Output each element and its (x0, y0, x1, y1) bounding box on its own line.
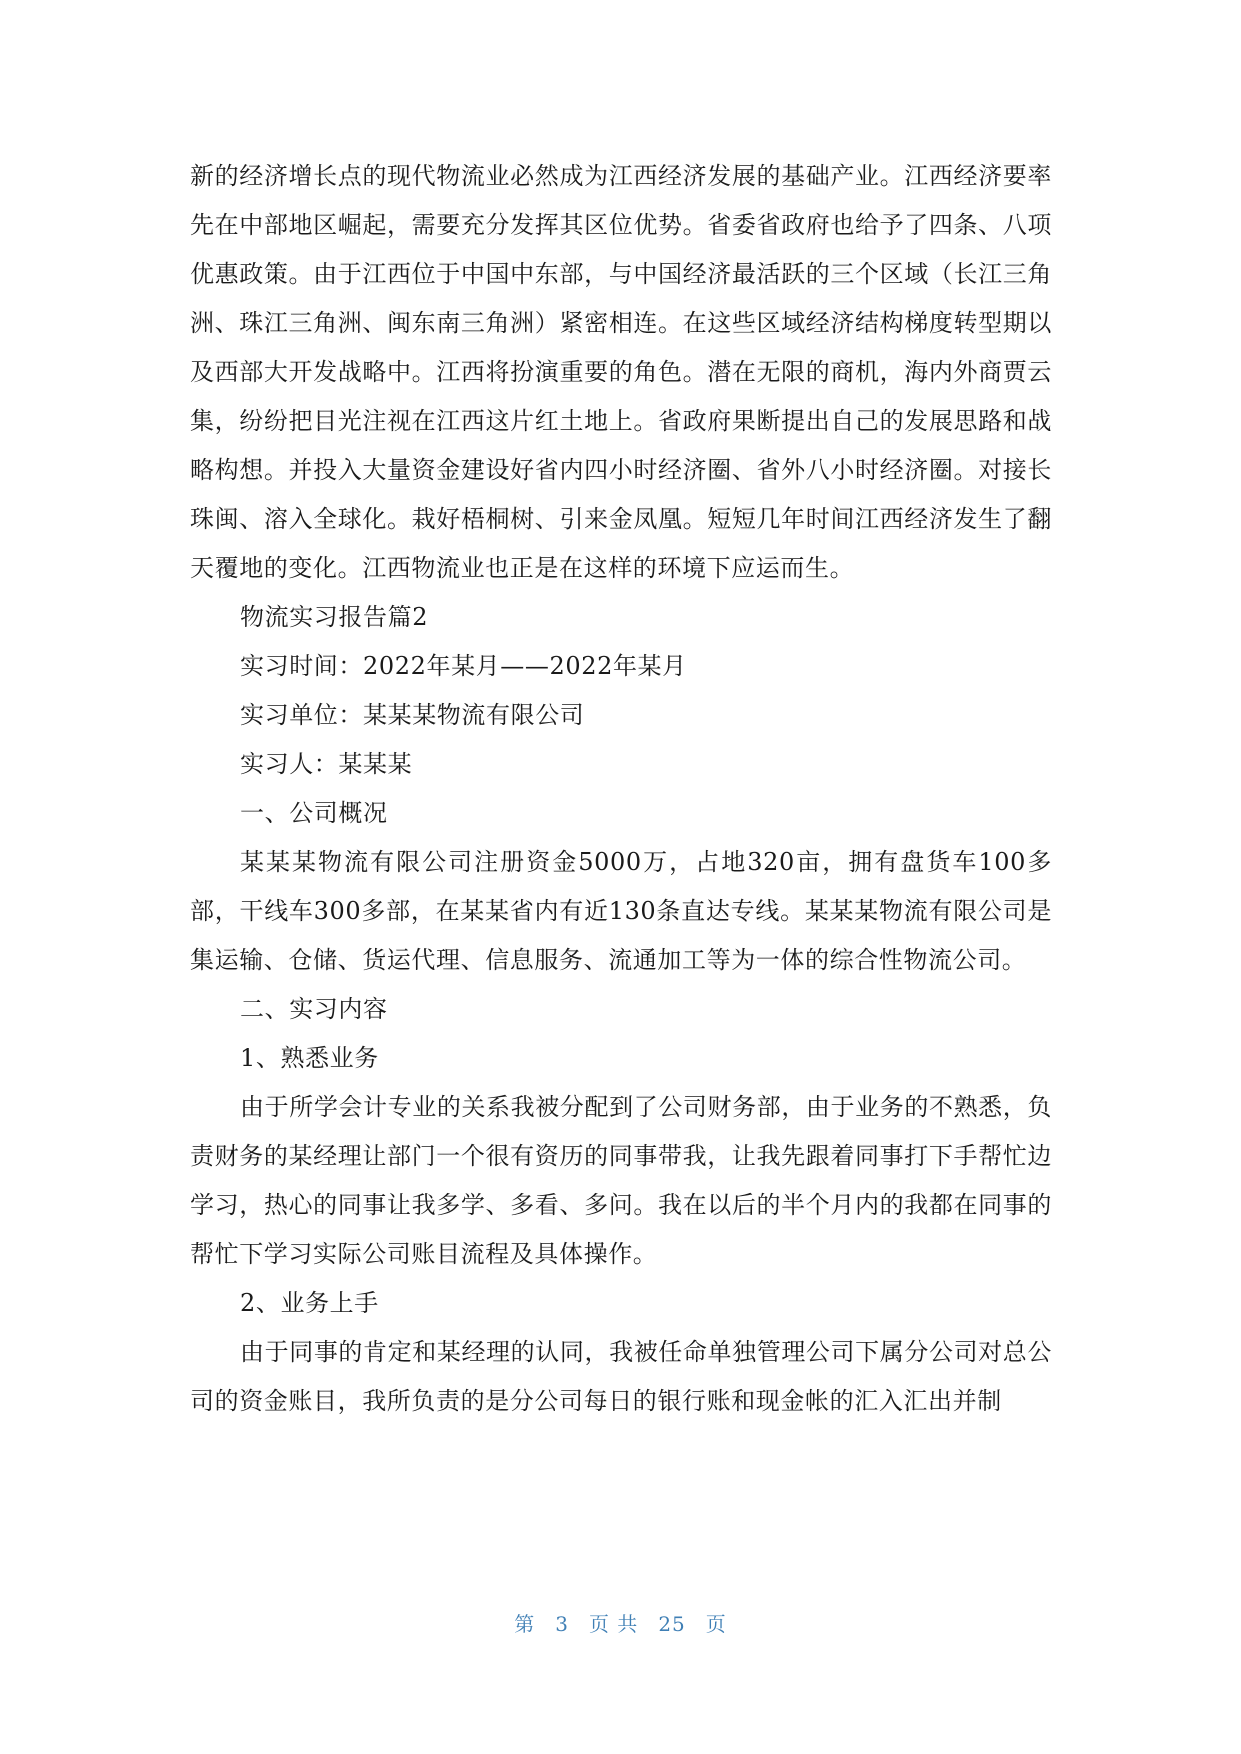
footer-prefix: 第 (514, 1612, 536, 1636)
footer-suffix: 页 (705, 1612, 727, 1636)
heading-company-overview: 一、公司概况 (240, 799, 388, 827)
paragraph-company-overview: 某某某物流有限公司注册资金5000万，占地320亩，拥有盘货车100多部，干线车300多部，在某某省内有近130条直达专线。某某某物流有限公司是集运输、仓储、货运代理、信息服务、流通加工等为一体的综合性物流公司。 (190, 848, 1052, 974)
subheading-getting-started: 2、业务上手 (240, 1289, 379, 1317)
subheading-familiarize: 1、熟悉业务 (240, 1044, 379, 1072)
section-title: 物流实习报告篇2 (240, 603, 429, 631)
footer-middle: 页 共 (588, 1612, 639, 1636)
paragraph-continuation: 新的经济增长点的现代物流业必然成为江西经济发展的基础产业。江西经济要率先在中部地区崛起，需要充分发挥其区位优势。省委省政府也给予了四条、八项优惠政策。由于江西位于中国中东部，与中国经济最活跃的三个区域（长江三角洲、珠江三角洲、闽东南三角洲）紧密相连。在这些区域经济结构梯度转型期以及西部大开发战略中。江西将扮演重要的角色。潜在无限的商机，海内外商贾云集，纷纷把目光注视在江西这片红土地上。省政府果断提出自己的发展思路和战略构想。并投入大量资金建设好省内四小时经济圈、省外八小时经济圈。对接长珠闽、溶入全球化。栽好梧桐树、引来金凤凰。短短几年时间江西经济发生了翻天覆地的变化。江西物流业也正是在这样的环境下应运而生。 (190, 162, 1052, 582)
footer-total-pages: 25 (658, 1612, 686, 1636)
paragraph-getting-started: 由于同事的肯定和某经理的认同，我被任命单独管理公司下属分公司对总公司的资金账目，我所负责的是分公司每日的银行账和现金帐的汇入汇出并制 (190, 1338, 1052, 1415)
footer-current-page: 3 (555, 1612, 569, 1636)
paragraph-familiarize: 由于所学会计专业的关系我被分配到了公司财务部，由于业务的不熟悉，负责财务的某经理让部门一个很有资历的同事带我，让我先跟着同事打下手帮忙边学习，热心的同事让我多学、多看、多问。我在以后的半个月内的我都在同事的帮忙下学习实际公司账目流程及具体操作。 (190, 1093, 1052, 1268)
page-footer (0, 1608, 1241, 1637)
document-body (190, 152, 1052, 1426)
heading-internship-content: 二、实习内容 (240, 995, 388, 1023)
internship-time: 实习时间：2022年某月——2022年某月 (240, 652, 687, 680)
intern-name: 实习人：某某某 (240, 750, 413, 778)
internship-unit: 实习单位：某某某物流有限公司 (240, 701, 585, 729)
